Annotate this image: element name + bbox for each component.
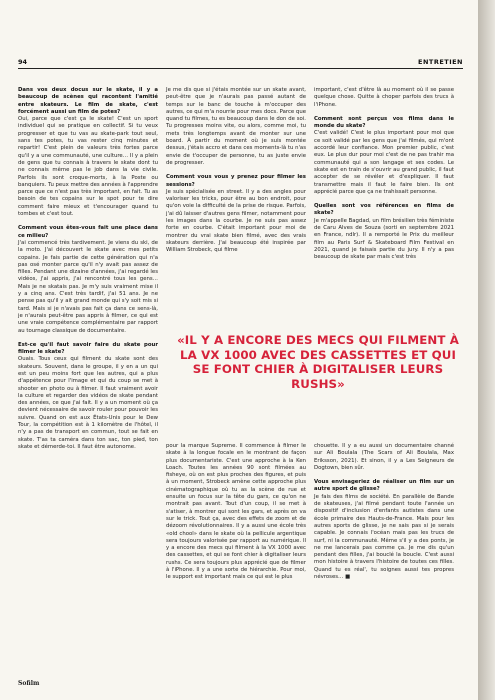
interview-answer: Je me dis que si j'étais montée sur un skate avant, peut-être que je n'aurais pas passé autant de temps sur le banc de touche à m'occuper des autres, ce qui m'a nourrie pour mes docs. Parce que quand tu filmes, tu es beaucoup dans le don de soi. Tu progresses moins vite, ou alors, comme moi, tu mets très longtemps avant de monter sur une board. À partir du moment où je suis montée dessus, j'étais accro et dans ces moments-là tu n'as envie de t'occuper de personne, tu as juste envie de progresser. xyxy=(166,87,306,166)
page-number: 94 xyxy=(18,58,28,66)
interview-answer: C'est validé! C'est le plus important pour moi que ce soit validé par les gens que j'ai filmés, qui m'ont accordé leur confiance. Mon premier public, c'est eux. Le plus dur pour moi c'est de ne pas trahir ma communauté qui a son langage et ses codes. Le skate est en train de s'ouvrir au grand public, il faut accepter de se révéler et d'expliquer. Il faut transmettre mais il faut le faire bien. Ils ont apprécié parce que ça ne trahissait personne. xyxy=(314,130,454,195)
interview-question: Comment sont perçus vos films dans le monde du skate? xyxy=(314,115,454,130)
article-column-2-lower xyxy=(166,443,306,673)
interview-question: Comment vous êtes-vous fait une place dans ce milieu? xyxy=(18,225,158,239)
article-column-1 xyxy=(18,87,158,647)
interview-answer: Je suis spécialisée en street. Il y a des angles pour valoriser les tricks, pour être au bon endroit, pour qu'on voie la difficulté de la prise de risque. Parfois, j'ai dû laisser d'autres gens filmer, notamment pour les images dans la courbe. Je ne suis pas assez forte en courbe. C'était important pour moi de montrer du vrai skate bien filmé, avec des vrais skateurs derrière. J'ai beaucoup été inspirée par William Strobeck, qui filme xyxy=(166,188,306,254)
interview-answer: important, c'est d'être là au moment où il se passe quelque chose. Quitte à choper parfois des trucs à l'iPhone. xyxy=(314,87,454,108)
brand-footer: Sofilm xyxy=(18,680,40,687)
interview-answer: J'ai commencé très tardivement. Je viens du ski, de la moto. J'ai découvert le skate avec mes petits copains. Je fais partie de cette génération qui n'a pas osé monter parce qu'il n'y avait pas assez de filles. Pendant une dizaine d'années, j'ai regardé les vidéos, j'ai appris, j'ai rencontré tous les gens… Mais je ne skatais pas. Je m'y suis vraiment mise il y a cinq ans. C'est très tardif, j'ai 51 ans. Je ne pense pas qu'il y ait grand monde qui s'y soit mis si tard. Mais si je n'avais pas fait ça dans ce sens-là, je n'aurais peut-être pas appris à filmer, ce qui est une vraie compétence complémentaire par rapport au tournage classique de documentaire. xyxy=(18,239,158,334)
interview-answer: chouette. Il y a eu aussi un documentaire channé sur Ali Boulala (The Scars of Ali Boulala, Max Eriksson, 2021). Et sinon, il y a Les Seigneurs de Dogtown, bien sûr. xyxy=(314,443,454,471)
header-divider xyxy=(18,68,463,69)
interview-question: Dans vos deux docus sur le skate, il y a beaucoup de scènes qui racontent l'amitié entre skateurs. Le film de skate, c'est forcément aussi un film de potes? xyxy=(18,87,158,115)
article-column-3 xyxy=(314,87,454,322)
pull-quote: «IL Y A ENCORE DES MECS QUI FILMENT À LA VX 1000 AVEC DES CASSETTES ET QUI SE FONT CHIER À DIGITALISER LEURS RUSHS» xyxy=(177,333,459,391)
interview-question: Quelles sont vos références en films de skate? xyxy=(314,203,454,217)
interview-answer: Ouais. Tous ceux qui filment du skate sont des skateurs. Souvent, dans le groupe, il y en a un qui est un peu moins fort que les autres, qui a plus d'appétence pour l'image et qui du coup se met à shooter en photo ou à filmer. Il faut vraiment avoir la culture et regarder des vidéos de skate pendant des années, ce que j'ai fait. Il y a un moment où ça devient nécessaire de savoir rouler pour pouvoir les suivre. Quand on est aux États-Unis pour le Dew Tour, la compétition est à 1 kilomètre de l'hôtel, il n'y a pas de transport en commun, tout se fait en skate. T'as ta caméra dans ton sac, ton pied, ton skate et démerde-toi. Il faut être autonome. xyxy=(18,356,158,450)
page-spine xyxy=(478,0,495,700)
section-title: ENTRETIEN xyxy=(418,58,463,66)
article-column-2 xyxy=(166,87,306,322)
interview-answer: Oui, parce que c'est ça le skate! C'est un sport individuel qui se pratique en collectif. Si tu veux progresser et que tu vas au skate-park tout seul, sans tes potes, tu vas rester cinq minutes et repartir! C'est plein de valeurs très fortes parce qu'il y a une communauté, une culture… Il y a plein de gens que tu connais à travers le skate dont tu ne connais même pas le job dans la vie civile. Parfois ils sont croque-morts, à la Poste ou banquiers. Tu peux mettre des années à l'apprendre parce que ce n'est pas très important, en fait. Tu as besoin de tes copains sur le spot pour te dire comment faire mieux et t'encourager quand tu tombes et c'est tout. xyxy=(18,116,158,218)
interview-answer: pour la marque Supreme. Il commence à filmer le skate à la longue focale en le montrant de façon plus documentariste. C'est une approche à la Ken Loach. Toutes les années 90 sont filmées au fisheye, où on est plus proches des figures, et puis à un moment, Strobeck amène cette approche plus cinématographique où tu as la scène de rue et ensuite un focus sur la tête du gars, ce qu'on ne montrait pas avant. Tout d'un coup, il se met à s'atiser, à montrer qui sont les gars, et après on va sur le trick. Tout ça, avec des effets de zoom et de dézoom révolutionnaires. Il y a aussi une école très «old chool» dans le skate où la pellicule argentique sera toujours valorisée par rapport au numérique. Il y a encore des mecs qui filment à la VX 1000 avec des cassettes, et qui se font chier à digitaliser leurs rushs. Ce sera toujours plus apprécié que de filmer à l'iPhone. Il y a une sorte de hiérarchie. Pour moi, le support est important mais ce qui est le plus xyxy=(166,443,306,581)
page-header xyxy=(18,57,463,67)
interview-answer: Je m'appelle Bagdad, un film brésilien très féministe de Caru Alves de Souza (sorti en septembre 2021 en France, ndlr). Il a remporté le Prix du meilleur film au Paris Surf & Skateboard Film Festival en 2021, quand je faisais partie du jury. Il n'y a pas beaucoup de skate par mais c'est très xyxy=(314,217,454,261)
article-column-3-lower xyxy=(314,443,454,673)
interview-question: Comment vous vous y prenez pour filmer les sessions? xyxy=(166,174,306,188)
interview-answer: Je fais des films de société. En parallèle de Bande de skateuses, j'ai filmé pendant toute l'année un dispositif d'inclusion d'enfants autistes dans une école primaire des Hauts-de-France. Mais pour les autres sports de glisse, je ne sais pas si je serais capable. Je connais l'océan mais pas les trucs de surf, ni la communauté. Même s'il y a des ponts, je ne me lancerais pas comme ça. Je me dis qu'un pendant des filles, j'ai bouclé la boucle. C'est aussi mon histoire à travers l'histoire de toutes ces filles. Quand tu es réal', tu soignes aussi tes propres névroses… ■ xyxy=(314,493,454,581)
interview-question: Vous envisageriez de réaliser un film sur un autre sport de glisse? xyxy=(314,479,454,493)
interview-question: Est-ce qu'il faut savoir faire du skate pour filmer le skate? xyxy=(18,341,158,356)
